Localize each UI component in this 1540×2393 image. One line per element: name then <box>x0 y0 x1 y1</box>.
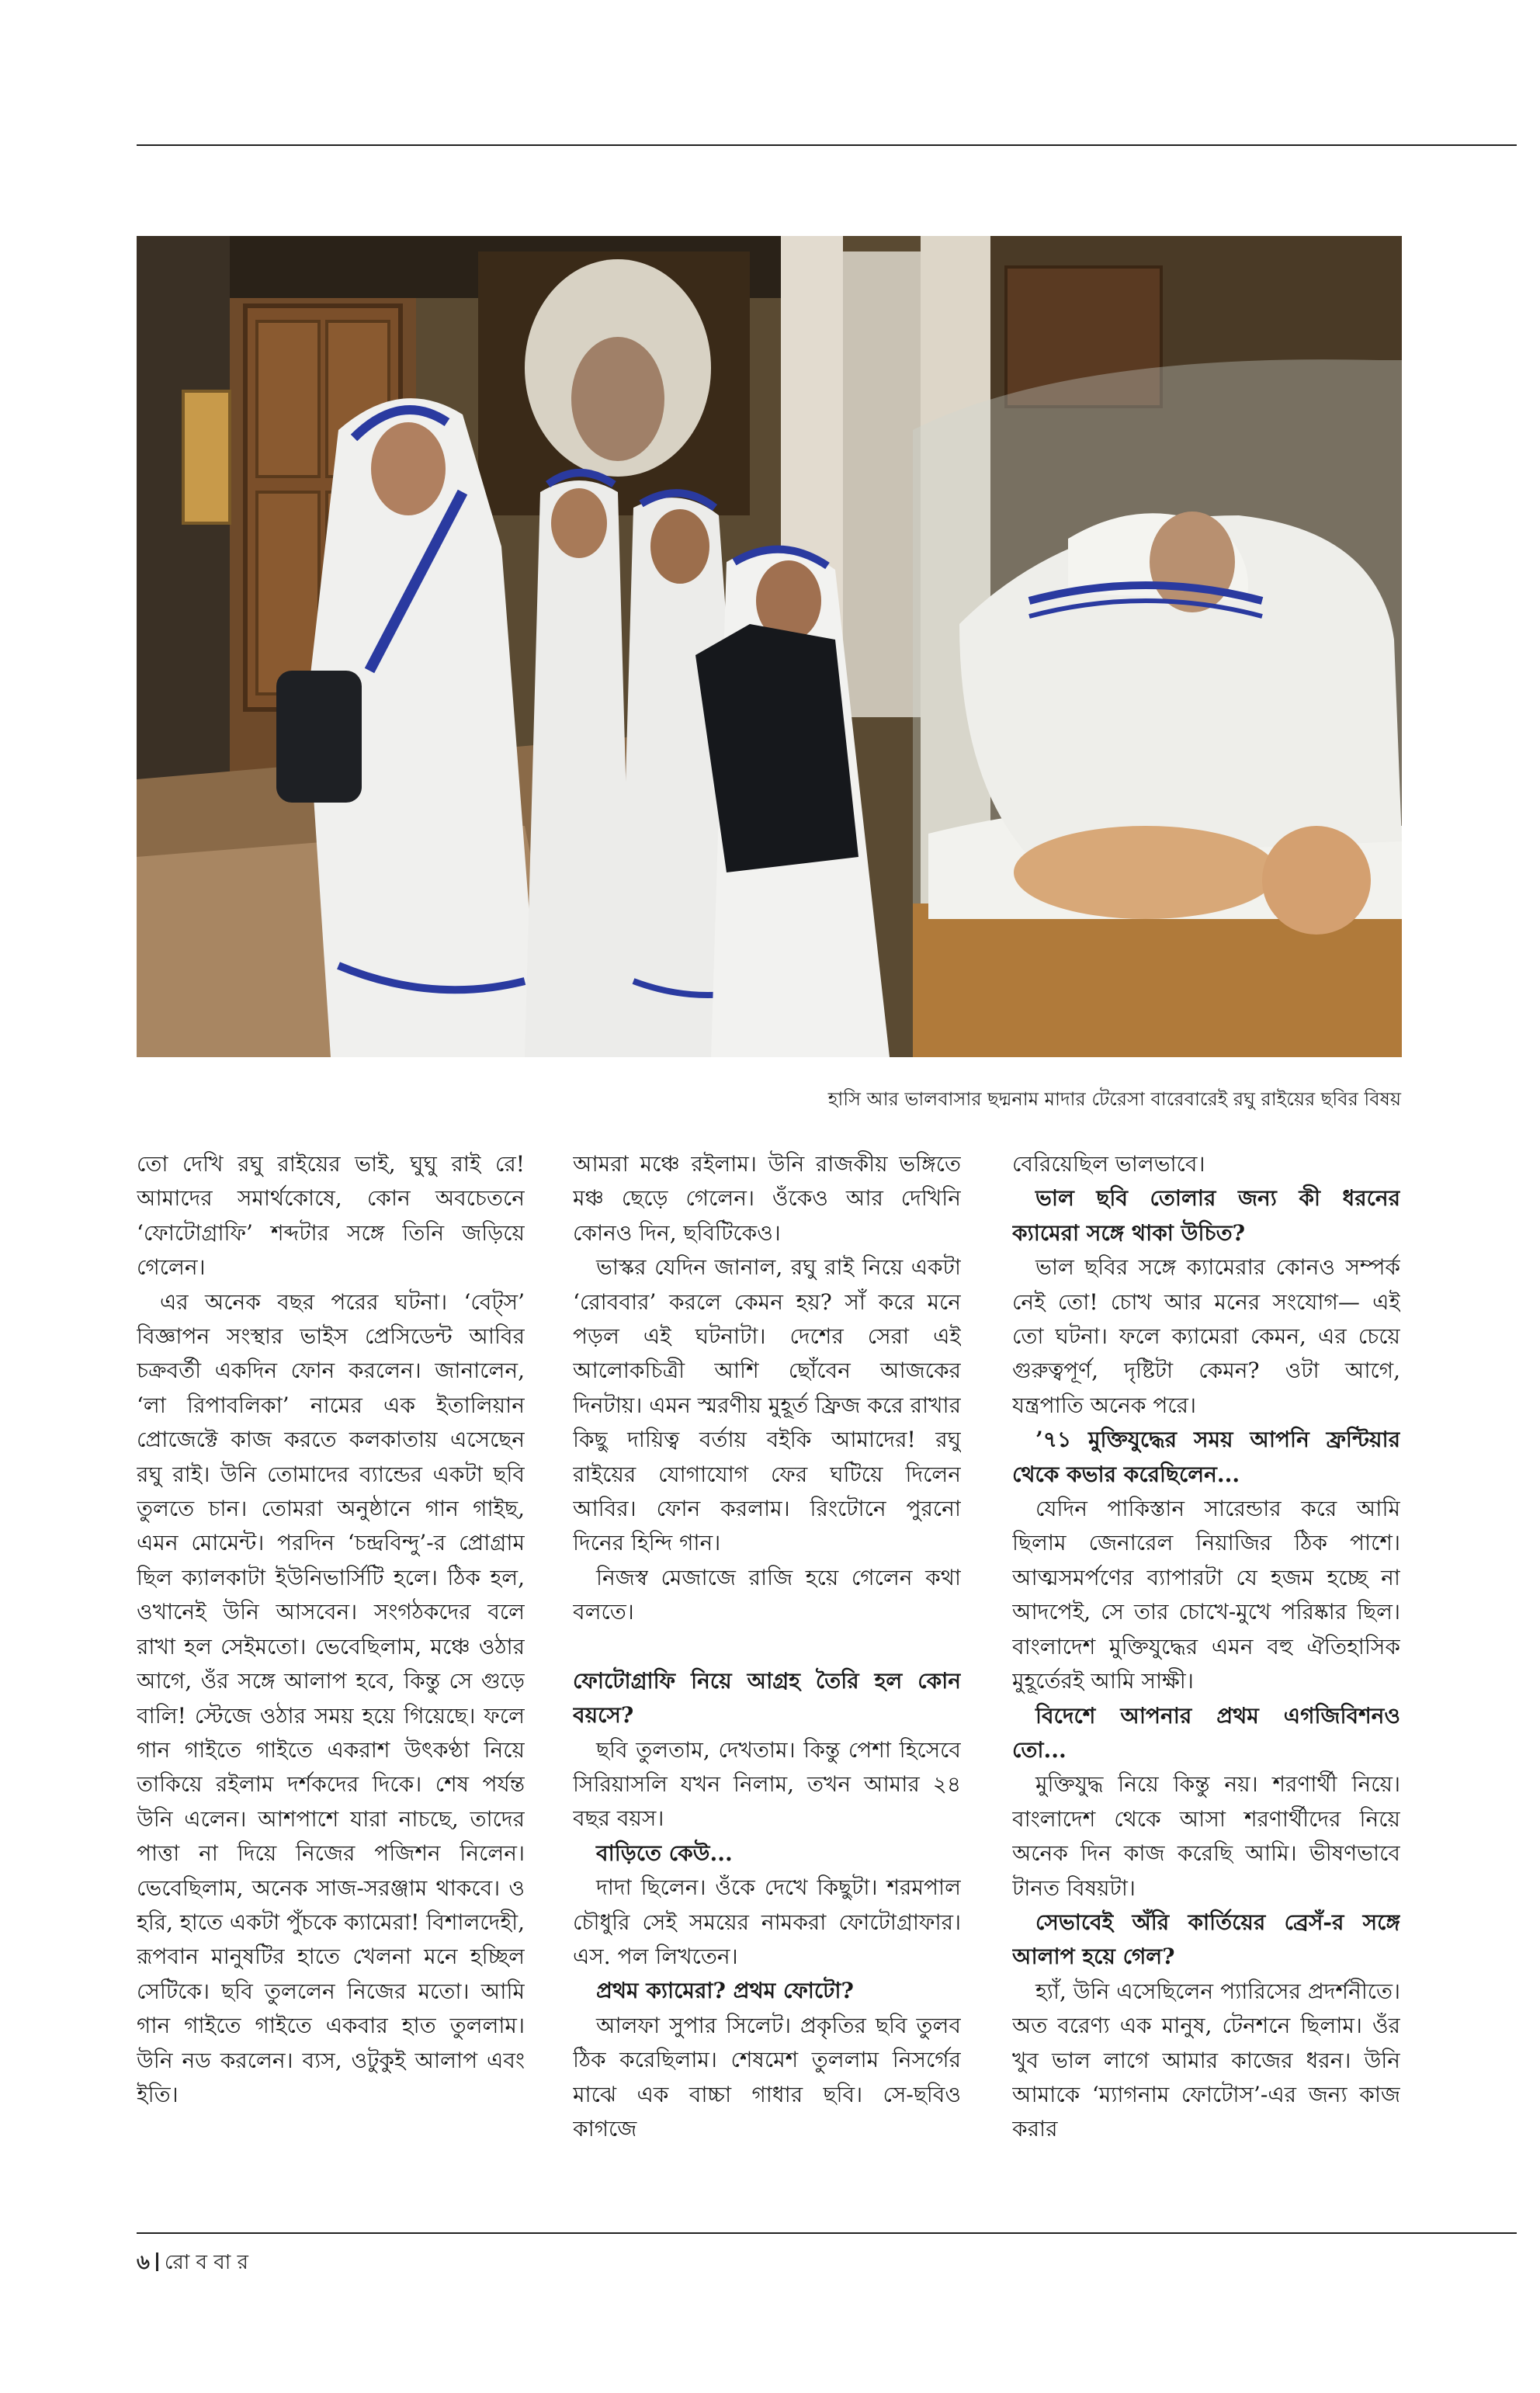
photo-caption: হাসি আর ভালবাসার ছদ্মনাম মাদার টেরেসা বারেবারেই রঘু রাইয়ের ছবির বিষয় <box>827 1088 1401 1110</box>
magazine-name: রো ব বা র <box>164 2251 248 2274</box>
interview-answer: দাদা ছিলেন। ওঁকে দেখে কিছুটা। শরমপাল চৌধুরি সেই সময়ের নামকরা ফোটোগ্রাফার। এস. পল লিখতেন। <box>573 1875 961 1969</box>
photo-illustration <box>137 236 1402 1057</box>
interview-question: ভাল ছবি তোলার জন্য কী ধরনের ক্যামেরা সঙ্গে থাকা উচিত? <box>1012 1185 1400 1246</box>
interview-answer: বেরিয়েছিল ভালভাবে। <box>1012 1151 1205 1177</box>
folio-divider <box>156 2253 158 2271</box>
paragraph: আমরা মঞ্চে রইলাম। উনি রাজকীয় ভঙ্গিতে মঞ্চ ছেড়ে গেলেন। ওঁকেও আর দেখিনি কোনও দিন, ছবিটিকেও। <box>573 1151 961 1246</box>
text-column-1 <box>137 1147 525 2180</box>
text-column-2 <box>573 1147 961 2180</box>
paragraph: এর অনেক বছর পরের ঘটনা। ‘বেট্‌স’ বিজ্ঞাপন সংস্থার ভাইস প্রেসিডেন্ট আবির চক্রবর্তী একদিন ফোন করলেন। জানালেন, ‘লা রিপাবলিকা’ নামের এক ইতালিয়ান প্রোজেক্টে কাজ করতে কলকাতায় এসেছেন রঘু রাই। উনি তোমাদের ব্যান্ডের একটা ছবি তুলতে চান। তোমরা অনুষ্ঠানে গান গাইছ, এমন মোমেন্ট। পরদিন ‘চন্দ্রবিন্দু’-র প্রোগ্রাম ছিল ক্যালকাটা ইউনিভার্সিটি হলে। ঠিক হল, ওখানেই উনি আসবেন। সংগঠকদের বলে রাখা হল সেইমতো। ভেবেছিলাম, মঞ্চে ওঠার আগে, ওঁর সঙ্গে আলাপ হবে, কিন্তু সে গুড়ে বালি! স্টেজে ওঠার সময় হয়ে গিয়েছে। ফলে গান গাইতে গাইতে একরাশ উৎকণ্ঠা নিয়ে তাকিয়ে রইলাম দর্শকদের দিকে। শেষ পর্যন্ত উনি এলেন। আশপাশে যারা নাচছে, তাদের পাত্তা না দিয়ে নিজের পজিশন নিলেন। ভেবেছিলাম, অনেক সাজ-সরঞ্জাম থাকবে। ও হরি, হাতে একটা পুঁচকে ক্যামেরা! বিশালদেহী, রূপবান মানুষটির হাতে খেলনা মনে হচ্ছিল সেটিকে। ছবি তুললেন নিজের মতো। আমি গান গাইতে গাইতে একবার হাত তুললাম। উনি নড করলেন। ব্যস, ওটুকুই আলাপ এবং ইতি। <box>137 1288 525 2107</box>
text-column-3 <box>1012 1147 1400 2180</box>
paragraph: ভাস্কর যেদিন জানাল, রঘু রাই নিয়ে একটা ‘রোববার’ করলে কেমন হয়? সাঁ করে মনে পড়ল এই ঘটনাটা। দেশের সেরা এই আলোকচিত্রী আশি ছোঁবেন আজকের দিনটায়। এমন স্মরণীয় মুহূর্ত ফ্রিজ করে রাখার কিছু দায়িত্ব বর্তায় বইকি আমাদের! রঘু রাইয়ের যোগাযোগ ফের ঘটিয়ে দিলেন আবির। ফোন করলাম। রিংটোনে পুরনো দিনের হিন্দি গান। <box>573 1254 961 1556</box>
interview-answer: ভাল ছবির সঙ্গে ক্যামেরার কোনও সম্পর্ক নেই তো! চোখ আর মনের সংযোগ— এই তো ঘটনা। ফলে ক্যামেরা কেমন, এর চেয়ে গুরুত্বপূর্ণ, দৃষ্টিটা কেমন? ওটা আগে, যন্ত্রপাতি অনেক পরে। <box>1012 1254 1400 1418</box>
page-folio <box>137 2246 248 2280</box>
interview-answer: আলফা সুপার সিলেট। প্রকৃতির ছবি তুলব ঠিক করেছিলাম। শেষমেশ তুললাম নিসর্গের মাঝে এক বাচ্চা গাধার ছবি। সে-ছবিও কাগজে <box>573 2012 961 2142</box>
paragraph: নিজস্ব মেজাজে রাজি হয়ে গেলেন কথা বলতে। <box>573 1564 961 1625</box>
paragraph: তো দেখি রঘু রাইয়ের ভাই, ঘুঘু রাই রে! আমাদের সমার্থকোষে, কোন অবচেতনে ‘ফোটোগ্রাফি’ শব্দটার সঙ্গে তিনি জড়িয়ে গেলেন। <box>137 1151 525 1281</box>
interview-question: ফোটোগ্রাফি নিয়ে আগ্রহ তৈরি হল কোন বয়সে? <box>573 1667 961 1729</box>
interview-question: সেভাবেই অঁরি কার্তিয়ের ব্রেসঁ-র সঙ্গে আলাপ হয়ে গেল? <box>1012 1909 1400 1970</box>
interview-question: বিদেশে আপনার প্রথম এগজিবিশনও তো... <box>1012 1702 1400 1763</box>
interview-question: ’৭১ মুক্তিযুদ্ধের সময় আপনি ফ্রন্টিয়ার থেকে কভার করেছিলেন... <box>1012 1427 1400 1487</box>
bottom-rule <box>137 2232 1517 2234</box>
top-rule <box>137 144 1517 146</box>
interview-answer: মুক্তিযুদ্ধ নিয়ে কিন্তু নয়। শরণার্থী নিয়ে। বাংলাদেশ থেকে আসা শরণার্থীদের নিয়ে অনেক দিন কাজ করেছি আমি। ভীষণভাবে টানত বিষয়টা। <box>1012 1771 1400 1901</box>
interview-question: প্রথম ক্যামেরা? প্রথম ফোটো? <box>596 1978 854 2004</box>
interview-answer: ছবি তুলতাম, দেখতাম। কিন্তু পেশা হিসেবে সিরিয়াসলি যখন নিলাম, তখন আমার ২৪ বছর বয়স। <box>573 1736 961 1832</box>
page-number: ৬ <box>137 2251 150 2274</box>
feature-photo <box>137 236 1402 1057</box>
interview-answer: হ্যাঁ, উনি এসেছিলেন প্যারিসের প্রদর্শনীতে। অত বরেণ্য এক মানুষ, টেনশনে ছিলাম। ওঁর খুব ভাল লাগে আমার কাজের ধরন। উনি আমাকে ‘ম্যাগনাম ফোটোস’-এর জন্য কাজ করার <box>1012 1978 1400 2142</box>
interview-question: বাড়িতে কেউ... <box>596 1840 733 1866</box>
interview-answer: যেদিন পাকিস্তান সারেন্ডার করে আমি ছিলাম জেনারেল নিয়াজির ঠিক পাশে। আত্মসমর্পণের ব্যাপারটা যে হজম হচ্ছে না আদপেই, সে তার চোখে-মুখে পরিষ্কার ছিল। বাংলাদেশ মুক্তিযুদ্ধের এমন বহু ঐতিহাসিক মুহূর্তেরই আমি সাক্ষী। <box>1012 1496 1400 1694</box>
